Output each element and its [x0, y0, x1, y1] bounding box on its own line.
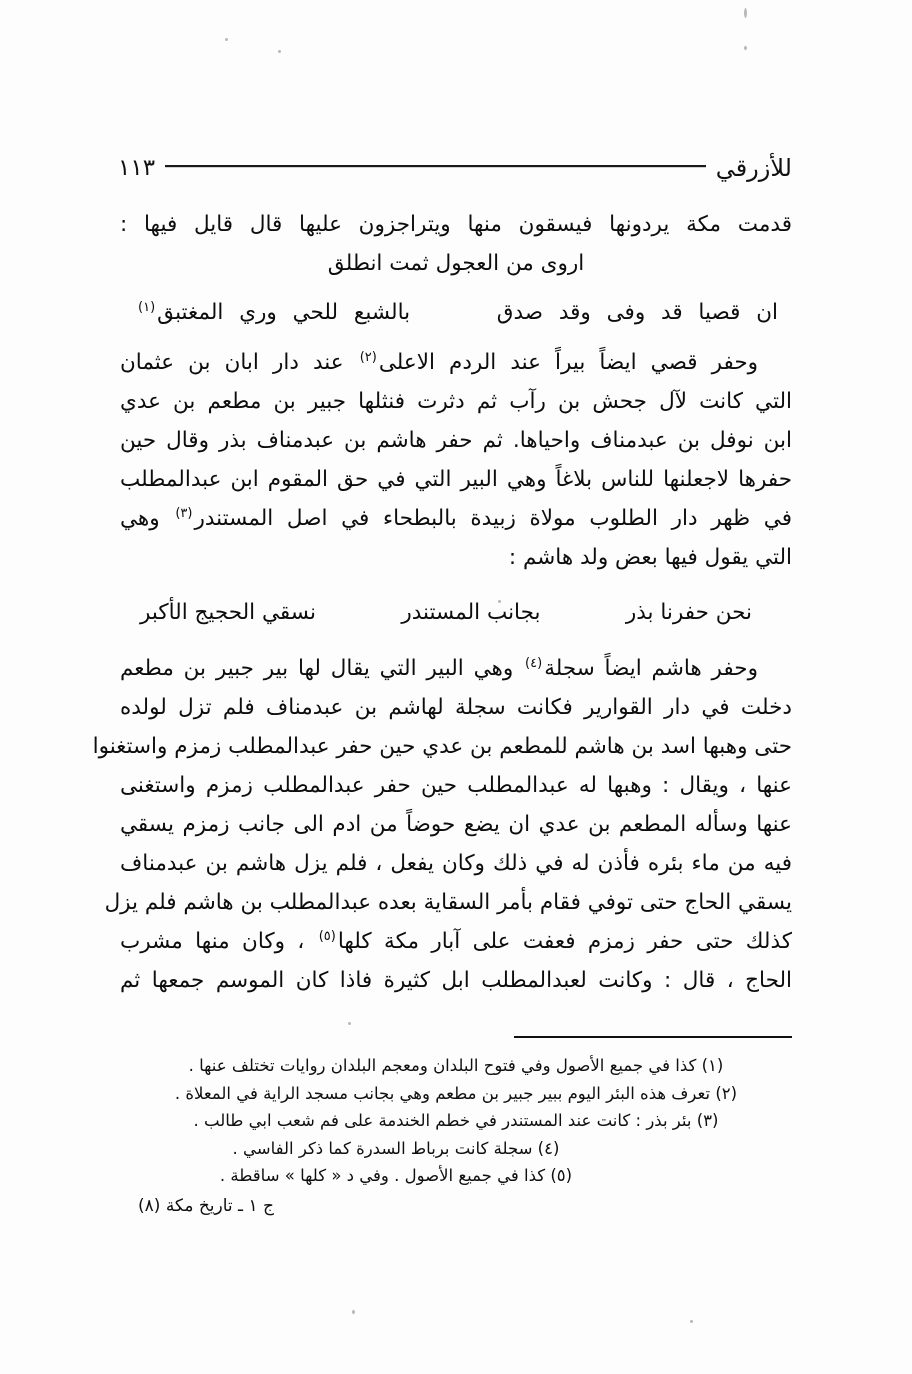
- verse-hemistich-a: نحن حفرنا بذر: [625, 600, 752, 625]
- scan-speck: [744, 46, 747, 50]
- verse-hemistich-b: نسقي الحجيج الأكبر: [140, 600, 316, 625]
- footnote-marker-1: (١): [138, 299, 156, 315]
- body-line: يسقي الحاج حتى توفي فقام بأمر السقاية بعده عبدالمطلب بن هاشم فلم يزل: [104, 890, 792, 915]
- verse-hemistich-b-text: بالشبع للحي وري المغتبق: [157, 300, 411, 325]
- body-line-text: في ظهر دار الطلوب مولاة زبيدة بالبطحاء في اصل المستندر: [194, 506, 792, 531]
- verse-hemistich-b: [120, 294, 410, 332]
- scan-speck: [278, 50, 281, 53]
- header-rule: [165, 165, 706, 167]
- body-line: قدمت مكة يردونها فيسقون منها ويتراجزون عليها قال قايل فيها :: [120, 212, 792, 237]
- body-line-text: وحفر هاشم ايضاً سجلة: [544, 656, 758, 681]
- body-line: فيه من ماء بئره فأذن له في ذلك وكان يفعل ، فلم يزل هاشم بن عبدمناف: [120, 851, 792, 876]
- spacer: [120, 332, 792, 343]
- body-line-text: وحفر قصي ايضاً بيراً عند الردم الاعلى: [378, 350, 758, 375]
- body-line-text-cont: وهي: [120, 506, 160, 531]
- body-line: التي يقول فيها بعض ولد هاشم :: [508, 545, 792, 570]
- footnote-list: [120, 1052, 792, 1190]
- footnote-separator: [514, 1036, 792, 1038]
- footnote-item: (١) كذا في جميع الأصول وفي فتوح البلدان ومعجم البلدان روايات تختلف عنها .: [188, 1056, 724, 1075]
- footnote-item: (٣) بئر بذر : كانت عند المستندر في خطم الخندمة على فم شعب ابي طالب .: [193, 1111, 719, 1130]
- body-line: التي كانت لآل جحش بن رآب ثم دثرت فنثلها جبير بن مطعم بن عدي: [120, 389, 792, 414]
- body-line: [120, 922, 792, 961]
- spacer: [120, 632, 792, 649]
- scan-speck: [352, 1310, 355, 1314]
- footnote-marker-2: (٢): [359, 349, 377, 365]
- page-number: ١١٣: [118, 155, 156, 181]
- footnote-item: (٢) تعرف هذه البئر اليوم ببير جبير بن مطعم وهي بجانب مسجد الراية في المعلاة .: [174, 1083, 738, 1103]
- body-line-text: كذلك حتى حفر زمزم فعفت على آبار مكة كلها: [337, 929, 792, 954]
- body-line: حتى وهبها اسد بن هاشم للمطعم بن عدي حين حفر عبدالمطلب زمزم واستغنوا: [92, 734, 792, 759]
- body-line-text-cont: عند دار ابان بن عثمان: [120, 350, 344, 375]
- body-line: ابن نوفل بن عبدمناف واحياها. ثم حفر هاشم بن عبدمناف بذر وقال حين: [120, 428, 792, 453]
- verse-line: [120, 294, 792, 332]
- body-text: [92, 205, 792, 1000]
- body-line: عنها وسأله المطعم بن عدي ان يضع حوضاً من ادم الى جانب زمزم يسقي: [120, 812, 792, 837]
- body-line-text-cont: ، وكان منها مشرب: [120, 929, 305, 954]
- verse-hemistich-mid: بجانب المستندر: [401, 600, 541, 625]
- running-head: [118, 148, 792, 188]
- paragraph-indent: [758, 656, 792, 681]
- verse-hemistich-a: ان قصيا قد وفى وقد صدق: [496, 300, 778, 325]
- scan-speck: [690, 1320, 693, 1323]
- body-line: الحاج ، قال : وكانت لعبدالمطلب ابل كثيرة فاذا كان الموسم جمعها ثم: [120, 968, 792, 993]
- paragraph-indent: [758, 350, 792, 375]
- body-line-centered: اروى من العجول ثمت انطلق: [327, 251, 585, 276]
- footnote-marker-5: (٥): [318, 928, 336, 944]
- spacer: [120, 283, 792, 294]
- body-line: عنها ، ويقال : وهبها له عبدالمطلب حين حفر عبدالمطلب زمزم واستغنى: [120, 773, 792, 798]
- scan-speck: [348, 1022, 351, 1025]
- scan-speck: [744, 8, 747, 18]
- footnote-item: (٥) كذا في جميع الأصول . وفي د « كلها » ساقطة .: [219, 1166, 573, 1185]
- spacer: [120, 577, 792, 594]
- body-line: [120, 343, 792, 382]
- running-title: للأزرقي: [715, 154, 792, 182]
- printer-signature: ج ١ ـ تاريخ مكة (٨): [138, 1196, 274, 1216]
- footnote-marker-3: (٣): [175, 505, 193, 521]
- body-line-text-cont: وهي البير التي يقال لها بير جبير بن مطعم: [120, 656, 514, 681]
- body-line: حفرها لاجعلنها للناس بلاغاً وهي البير التي في حق المقوم ابن عبدالمطلب: [120, 467, 792, 492]
- body-line: دخلت في دار القوارير فكانت سجلة لهاشم بن عبدمناف فلم تزل لولده: [120, 695, 792, 720]
- scan-speck: [225, 38, 228, 41]
- verse-line: [120, 594, 792, 632]
- footnote-item: (٤) سجلة كانت برباط السدرة كما ذكر الفاسي .: [232, 1138, 560, 1158]
- body-line: [120, 499, 792, 538]
- body-line: [120, 649, 792, 688]
- footnote-marker-4: (٤): [525, 655, 543, 671]
